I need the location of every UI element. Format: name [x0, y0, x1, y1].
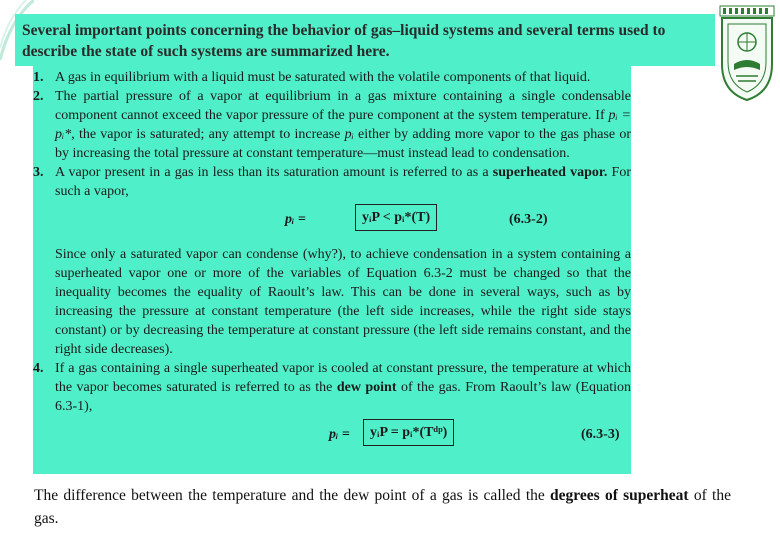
- term-degrees-of-superheat: degrees of superheat: [550, 487, 689, 504]
- item-text: either by adding more vapor to the gas phase or by increasing the total pressure at constant temperature—must instead lead to condensation.: [55, 127, 632, 161]
- equation-number: (6.3-2): [509, 212, 548, 227]
- equation-rhs-boxed: yᵢP = pᵢ*(Tᵈᵖ): [363, 419, 454, 446]
- footer-text: of the gas.: [34, 487, 731, 527]
- equation-rhs-boxed: yᵢP < pᵢ*(T): [355, 204, 437, 231]
- equation-6-3-2: [33, 201, 631, 239]
- list-item: [33, 87, 631, 163]
- university-logo: [716, 4, 778, 102]
- list-item: [33, 68, 631, 87]
- term-superheated-vapor: superheated vapor.: [492, 165, 608, 180]
- item-text: of the gas. From Raoult’s law (Equation 6.3-1),: [55, 380, 631, 414]
- footer-paragraph: [34, 484, 731, 530]
- equation-lhs: pᵢ =: [329, 427, 350, 442]
- item-number: 2.: [33, 89, 44, 104]
- item-text: The partial pressure of a vapor at equilibrium in a gas mixture containing a single condensable component cannot exceed the vapor pressure of the pure component at the system temperature. If: [55, 89, 631, 123]
- slide-title: Several important points concerning the behavior of gas–liquid systems and several terms used to describe the state of such systems are summarized here.: [22, 22, 666, 60]
- explanation-paragraph: Since only a saturated vapor can condense (why?), to achieve condensation in a system containing a superheated vapor one or more of the variables of Equation 6.3-2 must be changed so that the inequality becomes the equality of Raoult’s law. This can be done in several ways, such as by increasing the pressure at constant temperature (the left side increases, while the right side stays constant) or by decreasing the temperature at constant pressure (the left side remains constant, and the right side decreases).: [55, 247, 631, 357]
- equation-lhs: pᵢ =: [285, 212, 306, 227]
- footer-text: The difference between the temperature and the dew point of a gas is called the: [34, 487, 551, 504]
- item-number: 3.: [33, 165, 44, 180]
- equation-6-3-3: [33, 416, 631, 454]
- list-item: [33, 359, 631, 416]
- item-number: 4.: [33, 361, 44, 376]
- item-text: A vapor present in a gas in less than its saturation amount is referred to as a: [55, 165, 493, 180]
- points-list: [33, 68, 631, 454]
- inline-math: pᵢ = pᵢ*: [55, 108, 631, 142]
- equation-number: (6.3-3): [581, 427, 620, 442]
- inline-math: pᵢ: [344, 127, 354, 142]
- item-text: A gas in equilibrium with a liquid must be saturated with the volatile components of that liquid.: [55, 70, 591, 85]
- item-text: If a gas containing a single superheated vapor is cooled at constant pressure, the temperature at which the vapor becomes saturated is referred to as the: [55, 361, 631, 395]
- term-dew-point: dew point: [336, 380, 397, 395]
- item-number: 1.: [33, 70, 44, 85]
- item-text: , the vapor is saturated; any attempt to increase: [71, 127, 345, 142]
- item-text: For such a vapor,: [55, 165, 632, 199]
- list-item: [33, 163, 631, 201]
